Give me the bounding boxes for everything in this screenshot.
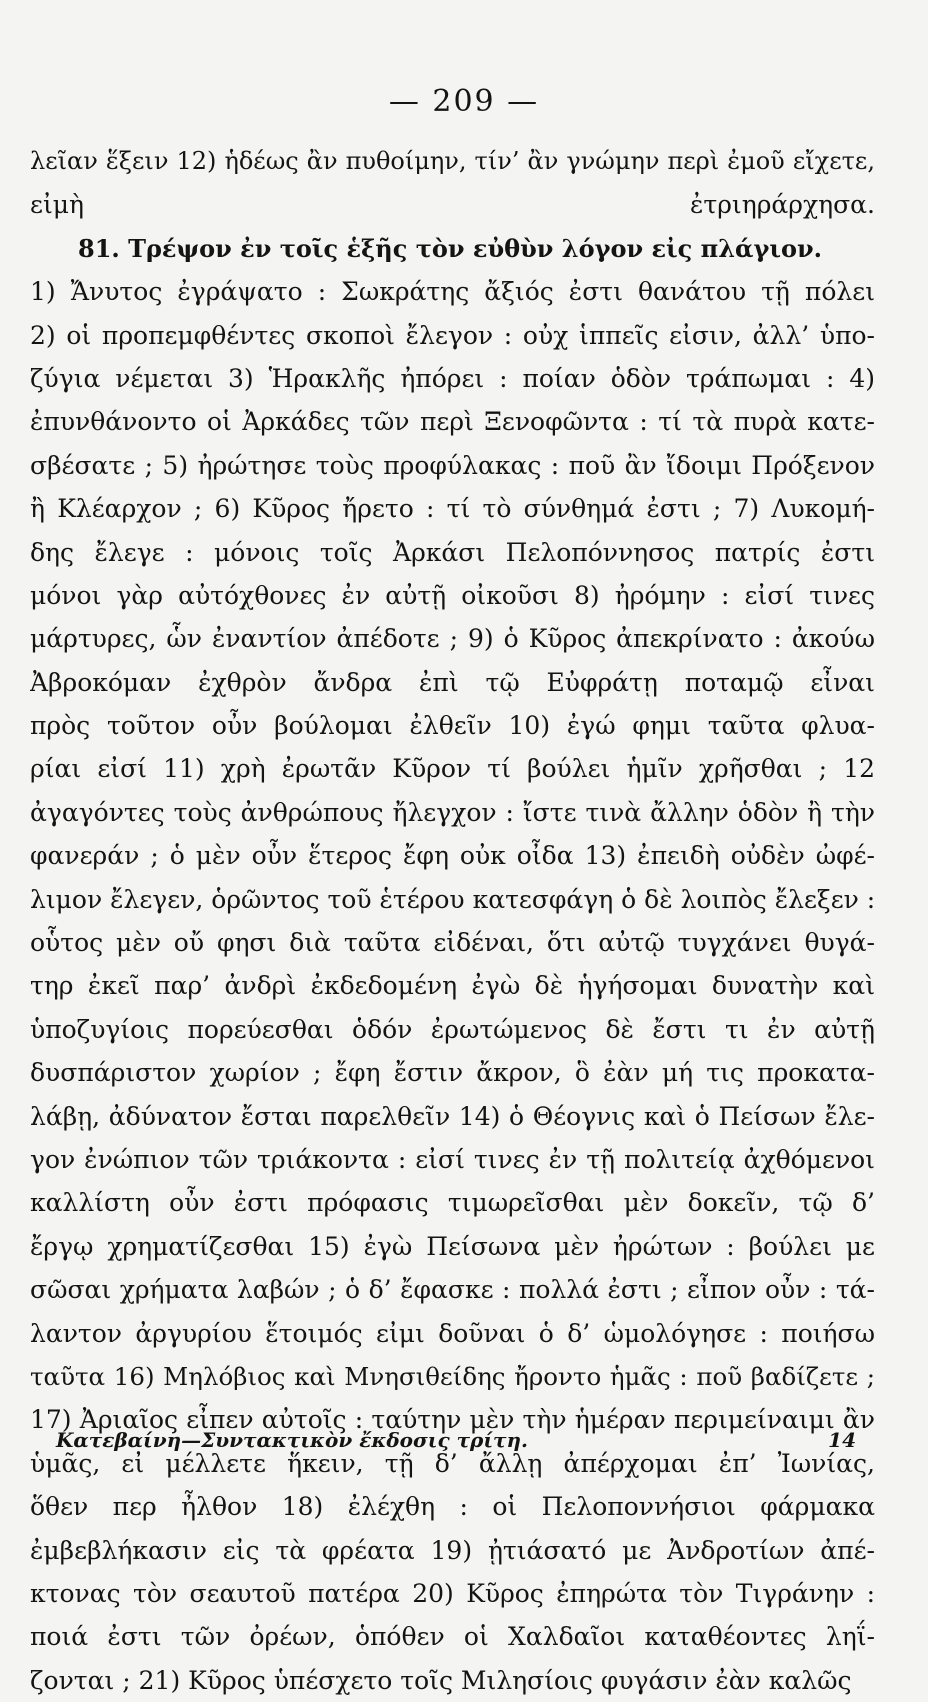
text-line: ἢ Κλέαρχον ; 6) Κῦρος ἤρετο : τί τὸ σύνθημά ἐστι ; 7) Λυκομή-	[30, 494, 875, 524]
text-line: γον ἐνώπιον τῶν τριάκοντα : εἰσί τινες ἐν τῇ πολιτείᾳ ἀχθόμενοι	[30, 1144, 875, 1174]
text-line: δης ἔλεγε : μόνοις τοῖς Ἀρκάσι Πελοπόννησος πατρίς ἐστι	[30, 537, 875, 567]
footer-signature: Κατεβαίνη—Συντακτικὸν ἔκδοσις τρίτη.	[56, 1428, 528, 1452]
text-line: ποιά ἐστι τῶν ὀρέων, ὁπόθεν οἱ Χαλδαῖοι καταθέοντες ληΐ-	[30, 1622, 875, 1652]
text-line: λαντον ἀργυρίου ἕτοιμός εἰμι δοῦναι ὁ δ’ ὡμολόγησε : ποιήσω	[30, 1318, 875, 1348]
text-line: ὑμᾶς, εἰ μέλλετε ἥκειν, τῇ δ’ ἄλλῃ ἀπέρχομαι ἐπ’ Ἰωνίας,	[30, 1448, 875, 1478]
footer-sheet-number: 14	[828, 1428, 856, 1452]
text-line: Ἀβροκόμαν ἐχθρὸν ἄνδρα ἐπὶ τῷ Εὐφράτῃ ποταμῷ εἶναι	[30, 667, 875, 697]
text-line: 1) Ἄνυτος ἐγράψατο : Σωκράτης ἄξιός ἐστι θανάτου τῇ πόλει	[30, 277, 875, 307]
text-line: ταῦτα 16) Μηλόβιος καὶ Μνησιθείδης ἤροντο ἡμᾶς : ποῦ βαδίζετε ;	[30, 1361, 875, 1391]
body-text	[30, 140, 875, 1702]
text-line: λεῖαν ἕξειν 12) ἡδέως ἂν πυθοίμην, τίν’ ἂν γνώμην περὶ ἐμοῦ εἴχετε,	[30, 147, 875, 175]
text-line: ἔργῳ χρηματίζεσθαι 15) ἐγὼ Πείσωνα μὲν ἠρώτων : βούλει με	[30, 1231, 875, 1261]
text-line: 17) Ἀριαῖος εἶπεν αὐτοῖς : ταύτην μὲν τὴν ἡμέραν περιμείναιμι ἂν	[30, 1405, 875, 1435]
page-footer	[56, 1428, 856, 1452]
text-line: μάρτυρες, ὧν ἐναντίον ἀπέδοτε ; 9) ὁ Κῦρος ἀπεκρίνατο : ἀκούω	[30, 624, 875, 654]
text-line: ἐμβεβλήκασιν εἰς τὰ φρέατα 19) ᾐτιάσατό με Ἀνδροτίων ἀπέ-	[30, 1535, 875, 1565]
text-line: τηρ ἐκεῖ παρ’ ἀνδρὶ ἐκδεδομένη ἐγὼ δὲ ἡγήσομαι δυνατὴν καὶ	[30, 971, 875, 1001]
text-line: οὗτος μὲν οὔ φησι διὰ ταῦτα εἰδέναι, ὅτι αὐτῷ τυγχάνει θυγά-	[30, 928, 875, 958]
text-line: ὑποζυγίοις πορεύεσθαι ὁδόν ἐρωτώμενος δὲ ἔστι τι ἐν αὐτῇ	[30, 1014, 875, 1044]
text-line: ζονται ; 21) Κῦρος ὑπέσχετο τοῖς Μιλησίοις φυγάσιν ἐὰν καλῶς	[30, 1665, 852, 1695]
text-line: κτονας τὸν σεαυτοῦ πατέρα 20) Κῦρος ἐπηρώτα τὸν Τιγράνην :	[30, 1578, 875, 1608]
page-number: — 209 —	[388, 84, 540, 119]
text-line: μόνοι γὰρ αὐτόχθονες ἐν αὐτῇ οἰκοῦσι 8) ἠρόμην : εἰσί τινες	[30, 580, 875, 610]
exercise-heading: 81. Τρέψον ἐν τοῖς ἑξῆς τὸν εὐθὺν λόγον εἰς πλάγιον.	[78, 233, 822, 263]
text-line: 2) οἱ προπεμφθέντες σκοποὶ ἔλεγον : οὐχ ἱππεῖς εἰσιν, ἀλλ’ ὑπο-	[30, 320, 875, 350]
text-line: ἐπυνθάνοντο οἱ Ἀρκάδες τῶν περὶ Ξενοφῶντα : τί τὰ πυρὰ κατε-	[30, 407, 875, 437]
text-line: σβέσατε ; 5) ἠρώτησε τοὺς προφύλακας : ποῦ ἂν ἴδοιμι Πρόξενον	[30, 450, 875, 480]
text-line: πρὸς τοῦτον οὖν βούλομαι ἐλθεῖν 10) ἐγώ φημι ταῦτα φλυα-	[30, 711, 875, 741]
text-line: σῶσαι χρήματα λαβών ; ὁ δ’ ἔφασκε : πολλά ἐστι ; εἶπον οὖν : τά-	[30, 1275, 875, 1305]
text-line: φανεράν ; ὁ μὲν οὖν ἕτερος ἔφη οὐκ οἶδα 13) ἐπειδὴ οὐδὲν ὠφέ-	[30, 841, 875, 871]
text-line: ρίαι εἰσί 11) χρὴ ἐρωτᾶν Κῦρον τί βούλει ἡμῖν χρῆσθαι ; 12	[30, 754, 875, 784]
text-line: λάβῃ, ἀδύνατον ἔσται παρελθεῖν 14) ὁ Θέογνις καὶ ὁ Πείσων ἔλε-	[30, 1101, 875, 1131]
text-line: δυσπάριστον χωρίον ; ἔφη ἔστιν ἄκρον, ὃ ἐὰν μή τις προκατα-	[30, 1058, 875, 1088]
text-line: ἀγαγόντες τοὺς ἀνθρώπους ἤλεγχον : ἴστε τινὰ ἄλλην ὁδὸν ἢ τὴν	[30, 797, 875, 827]
text-line: ζύγια νέμεται 3) Ἡρακλῆς ἠπόρει : ποίαν ὁδὸν τράπωμαι : 4)	[30, 363, 875, 393]
text-line: εἰμὴ ἐτριηράρχησα.	[30, 190, 875, 220]
text-line: ὅθεν περ ἦλθον 18) ἐλέχθη : οἱ Πελοποννήσιοι φάρμακα	[30, 1492, 875, 1522]
text-line: λιμον ἔλεγεν, ὁρῶντος τοῦ ἑτέρου κατεσφάγη ὁ δὲ λοιπὸς ἔλεξεν :	[30, 884, 875, 914]
text-line: καλλίστη οὖν ἐστι πρόφασις τιμωρεῖσθαι μὲν δοκεῖν, τῷ δ’	[30, 1188, 875, 1218]
